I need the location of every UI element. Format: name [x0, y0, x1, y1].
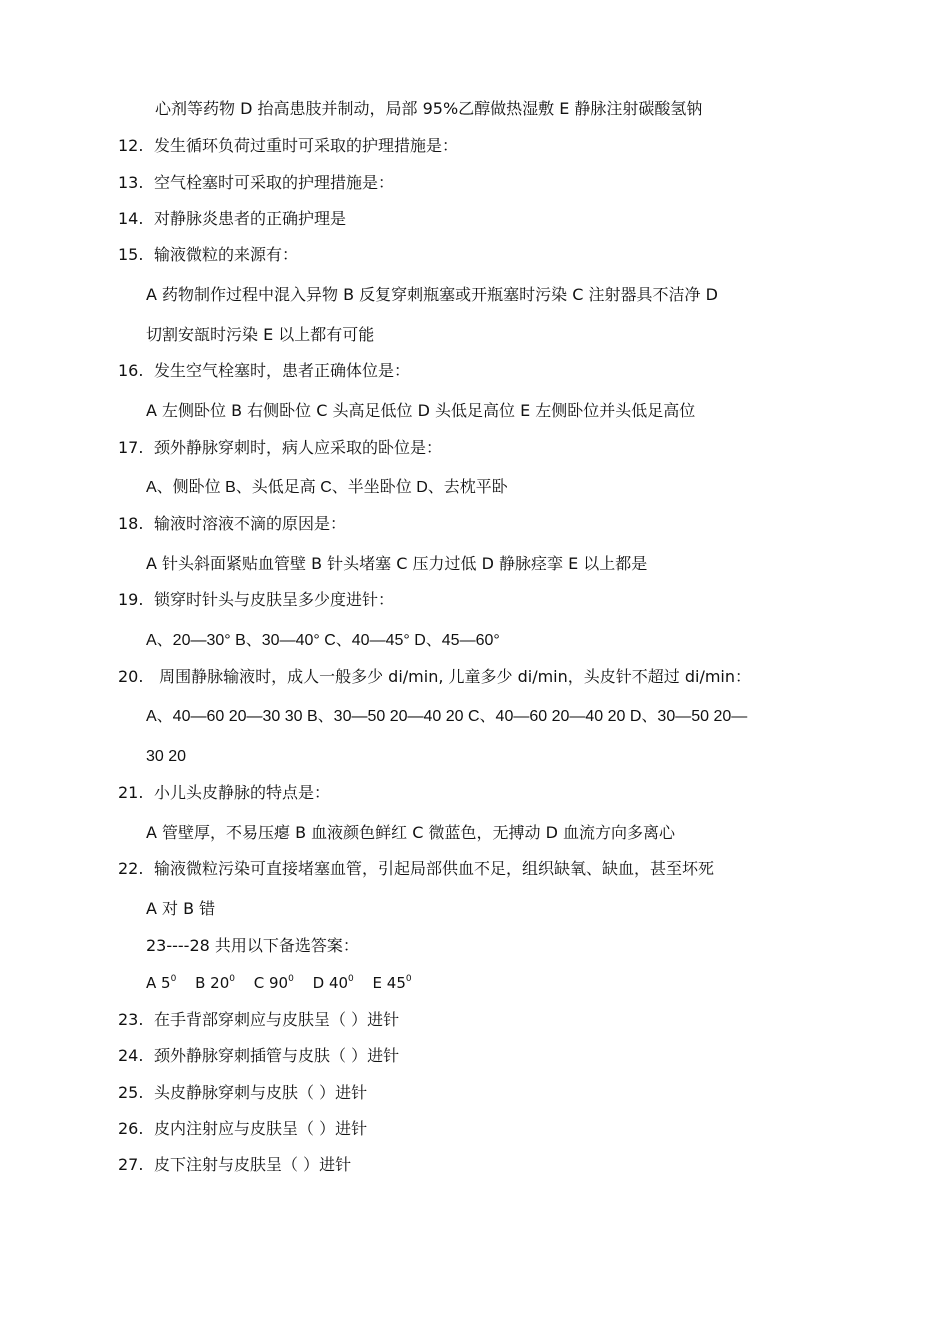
question-13 [118, 172, 394, 194]
answer-choice: B $20^0$ [195, 974, 235, 992]
question-21-options: A 管壁厚，不易压瘪 B 血液颜色鲜红 C 微蓝色，无搏动 D 血流方向多离心 [146, 823, 676, 842]
question-number: 16. [118, 361, 144, 380]
question-20 [118, 666, 751, 688]
question-25 [118, 1082, 367, 1104]
question-number: 15. [118, 245, 144, 264]
question-text: 发生循环负荷过重时可采取的护理措施是： [154, 136, 459, 155]
question-text: 锁穿时针头与皮肤呈多少度进针： [154, 590, 395, 609]
question-number: 19. [118, 590, 144, 609]
question-text: 对静脉炎患者的正确护理是 [154, 209, 347, 228]
question-22-options: A 对 B 错 [146, 899, 216, 918]
question-27 [118, 1154, 351, 1176]
question-17 [118, 437, 442, 459]
question-number: 26. [118, 1119, 144, 1138]
question-15-options-line-1: A 药物制作过程中混入异物 B 反复穿刺瓶塞或开瓶塞时污染 C 注射器具不洁净 D [146, 285, 718, 304]
answer-choice: A $5^0$ [146, 974, 177, 992]
question-20-options-line-2: 30 20 [146, 748, 187, 765]
question-number: 24. [118, 1046, 144, 1065]
shared-answer-choices [146, 972, 426, 994]
question-text: 皮下注射与皮肤呈（ ）进针 [154, 1155, 352, 1174]
shared-answers-note: 23----28 共用以下备选答案： [146, 936, 359, 955]
question-17-options: A、侧卧位 B、头低足高 C、半坐卧位 D、去枕平卧 [146, 479, 508, 496]
question-24 [118, 1045, 399, 1067]
question-number: 23. [118, 1010, 144, 1029]
question-text: 空气栓塞时可采取的护理措施是： [154, 173, 395, 192]
question-23 [118, 1009, 399, 1031]
question-20-options-line-1: A、40—60 20—30 30 B、30—50 20—40 20 C、40—60 20—40 20 D、30—50 20— [146, 708, 748, 725]
question-26 [118, 1118, 367, 1140]
question-14 [118, 208, 346, 230]
question-19-options: A、20—30° B、30—40° C、40—45° D、45—60° [146, 632, 500, 649]
question-text: 输液时溶液不滴的原因是： [154, 514, 347, 533]
question-15 [118, 244, 298, 266]
answer-choice: C $90^0$ [253, 974, 294, 992]
question-number: 27. [118, 1155, 144, 1174]
question-text: 在手背部穿刺应与皮肤呈（ ）进针 [154, 1010, 400, 1029]
question-number: 20. [118, 667, 144, 686]
question-16-options: A 左侧卧位 B 右侧卧位 C 头高足低位 D 头低足高位 E 左侧卧位并头低足高位 [146, 401, 696, 420]
question-text: 小儿头皮静脉的特点是： [154, 783, 331, 802]
question-number: 13. [118, 173, 144, 192]
question-text: 周围静脉输液时，成人一般多少 di/min, 儿童多少 di/min，头皮针不超过 di/min： [154, 667, 752, 686]
question-text: 皮内注射应与皮肤呈（ ）进针 [154, 1119, 368, 1138]
question-22 [118, 858, 714, 880]
question-12 [118, 135, 458, 157]
question-text: 输液微粒污染可直接堵塞血管，引起局部供血不足，组织缺氧、缺血，甚至坏死 [154, 859, 715, 878]
answer-choice: D $40^0$ [312, 974, 354, 992]
question-text: 颈外静脉穿刺时，病人应采取的卧位是： [154, 438, 443, 457]
question-number: 25. [118, 1083, 144, 1102]
question-text: 颈外静脉穿刺插管与皮肤（ ）进针 [154, 1046, 400, 1065]
question-number: 22. [118, 859, 144, 878]
question-text: 发生空气栓塞时，患者正确体位是： [154, 361, 411, 380]
question-number: 12. [118, 136, 144, 155]
question-text: 输液微粒的来源有： [154, 245, 299, 264]
question-15-options-line-2: 切割安瓿时污染 E 以上都有可能 [146, 325, 375, 344]
question-18-options: A 针头斜面紧贴血管壁 B 针头堵塞 C 压力过低 D 静脉痉挛 E 以上都是 [146, 554, 648, 573]
question-number: 14. [118, 209, 144, 228]
question-number: 17. [118, 438, 144, 457]
question-19 [118, 589, 394, 611]
question-18 [118, 513, 346, 535]
continuation-options: 心剂等药物 D 抬高患肢并制动，局部 95%乙醇做热湿敷 E 静脉注射碳酸氢钠 [155, 99, 703, 118]
question-number: 21. [118, 783, 144, 802]
answer-choice: E $45^0$ [372, 974, 412, 992]
question-16 [118, 360, 410, 382]
question-21 [118, 782, 330, 804]
question-number: 18. [118, 514, 144, 533]
question-text: 头皮静脉穿刺与皮肤（ ）进针 [154, 1083, 368, 1102]
